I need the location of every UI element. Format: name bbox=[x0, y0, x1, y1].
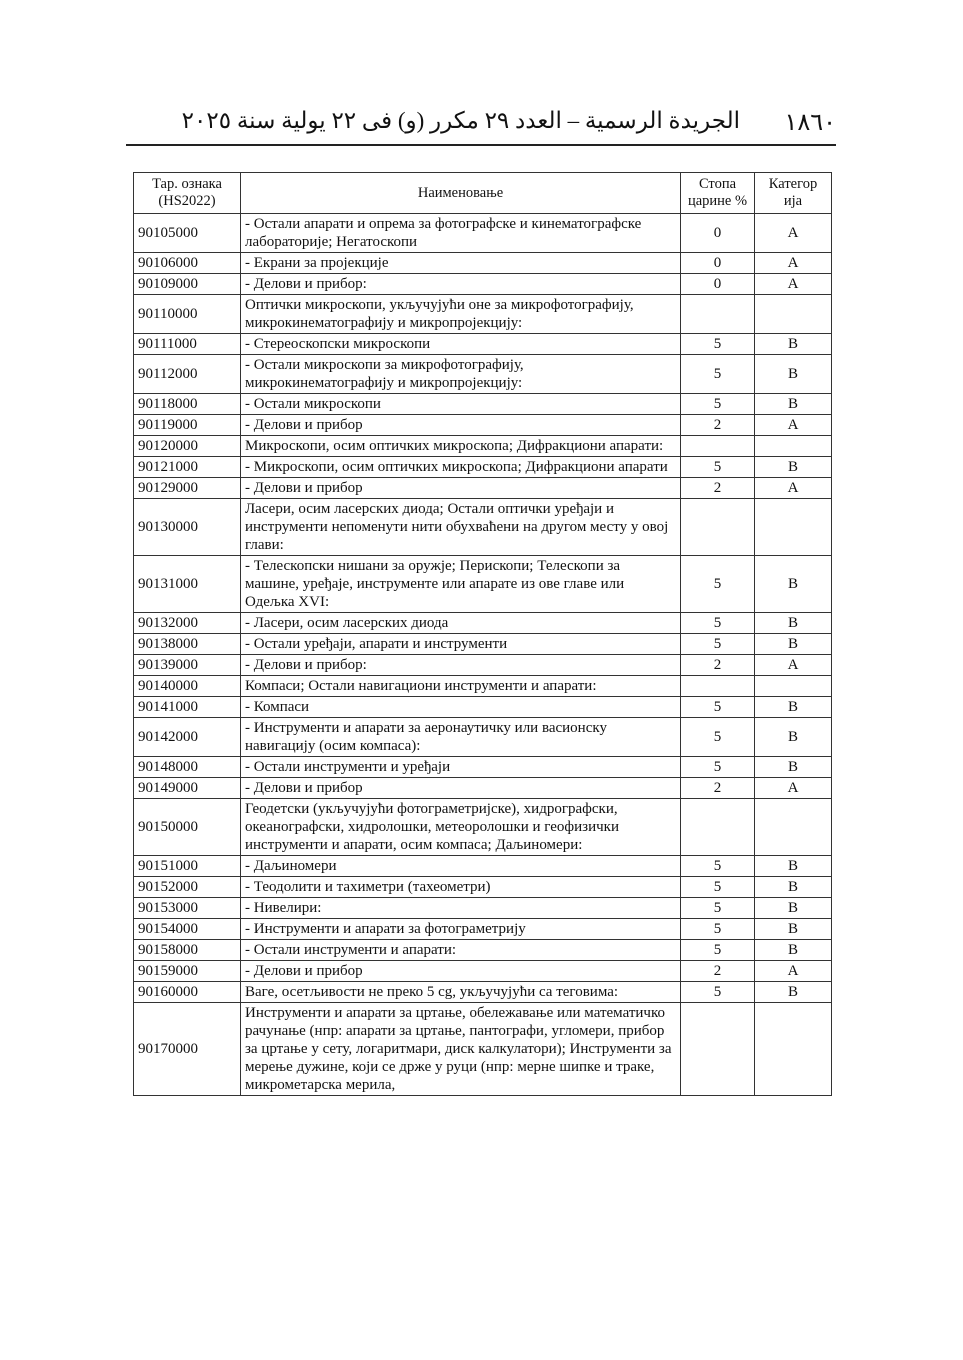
table-row bbox=[134, 898, 832, 919]
cell-category: A bbox=[755, 478, 832, 499]
cell-code: 90141000 bbox=[134, 697, 241, 718]
table-row bbox=[134, 697, 832, 718]
cell-name: - Делови и прибор bbox=[241, 961, 681, 982]
cell-code: 90153000 bbox=[134, 898, 241, 919]
cell-rate: 5 bbox=[681, 697, 755, 718]
cell-code: 90150000 bbox=[134, 799, 241, 856]
cell-category: B bbox=[755, 394, 832, 415]
cell-code: 90140000 bbox=[134, 676, 241, 697]
cell-category: B bbox=[755, 556, 832, 613]
cell-code: 90149000 bbox=[134, 778, 241, 799]
table-row bbox=[134, 334, 832, 355]
cell-name: - Остали микроскопи bbox=[241, 394, 681, 415]
page-number: ١٨٦٠ bbox=[784, 110, 836, 136]
table-row bbox=[134, 613, 832, 634]
cell-name: Инструменти и апарати за цртање, обележавање или математичко рачунање (нпр: апарати за цртање, пантографи, угломери, прибор за цртање у сету, логаритмари, диск калкулатори); Инструменти за мерење дужине, који се држе у руци (нпр: мерне шипке и траке, микрометарска мерила, bbox=[241, 1003, 681, 1096]
cell-category bbox=[755, 1003, 832, 1096]
cell-rate: 5 bbox=[681, 355, 755, 394]
cell-name: - Делови и прибор: bbox=[241, 274, 681, 295]
table-row bbox=[134, 757, 832, 778]
cell-rate bbox=[681, 436, 755, 457]
cell-name: - Остали инструменти и уређаји bbox=[241, 757, 681, 778]
cell-code: 90130000 bbox=[134, 499, 241, 556]
cell-rate: 5 bbox=[681, 634, 755, 655]
cell-rate: 0 bbox=[681, 274, 755, 295]
cell-category: B bbox=[755, 697, 832, 718]
cell-name: - Остали уређаји, апарати и инструменти bbox=[241, 634, 681, 655]
cell-rate bbox=[681, 1003, 755, 1096]
cell-name: Оптички микроскопи, укључујући оне за микрофотографију, микрокинематографију и микропројекцију: bbox=[241, 295, 681, 334]
cell-category bbox=[755, 295, 832, 334]
cell-name: - Остали инструменти и апарати: bbox=[241, 940, 681, 961]
cell-rate: 5 bbox=[681, 856, 755, 877]
cell-code: 90138000 bbox=[134, 634, 241, 655]
cell-rate: 2 bbox=[681, 415, 755, 436]
gazette-title: الجريدة الرسمية – العدد ٢٩ مكرر (و) فى ٢٢ يولية سنة ٢٠٢٥ bbox=[181, 108, 740, 133]
cell-code: 90118000 bbox=[134, 394, 241, 415]
cell-code: 90105000 bbox=[134, 214, 241, 253]
column-header-code: Тар. ознака (HS2022) bbox=[134, 173, 241, 214]
column-header-rate: Стопа царине % bbox=[681, 173, 755, 214]
table-row bbox=[134, 982, 832, 1003]
column-header-name: Наименовање bbox=[241, 173, 681, 214]
cell-rate: 2 bbox=[681, 961, 755, 982]
cell-category: B bbox=[755, 898, 832, 919]
table-row bbox=[134, 1003, 832, 1096]
cell-rate: 2 bbox=[681, 478, 755, 499]
cell-category: A bbox=[755, 214, 832, 253]
cell-rate bbox=[681, 799, 755, 856]
cell-category: B bbox=[755, 940, 832, 961]
table-row bbox=[134, 778, 832, 799]
cell-rate: 5 bbox=[681, 556, 755, 613]
cell-code: 90142000 bbox=[134, 718, 241, 757]
cell-category: B bbox=[755, 757, 832, 778]
table-row bbox=[134, 478, 832, 499]
cell-category: B bbox=[755, 877, 832, 898]
cell-name: Компаси; Остали навигациони инструменти и апарати: bbox=[241, 676, 681, 697]
cell-rate: 0 bbox=[681, 253, 755, 274]
cell-code: 90121000 bbox=[134, 457, 241, 478]
cell-rate: 5 bbox=[681, 718, 755, 757]
cell-code: 90170000 bbox=[134, 1003, 241, 1096]
cell-rate: 5 bbox=[681, 457, 755, 478]
cell-name: - Делови и прибор bbox=[241, 478, 681, 499]
cell-rate: 5 bbox=[681, 940, 755, 961]
cell-name: Микроскопи, осим оптичких микроскопа; Дифракциони апарати: bbox=[241, 436, 681, 457]
table-row bbox=[134, 634, 832, 655]
cell-name: - Микроскопи, осим оптичких микроскопа; Дифракциони апарати bbox=[241, 457, 681, 478]
cell-name: - Остали апарати и опрема за фотографске и кинематографске лабораторије; Негатоскопи bbox=[241, 214, 681, 253]
cell-category bbox=[755, 799, 832, 856]
table-row bbox=[134, 676, 832, 697]
cell-category: B bbox=[755, 856, 832, 877]
cell-category: A bbox=[755, 961, 832, 982]
cell-name: Геодетски (укључујући фотограметријске), хидрографски, океанографски, хидролошки, метеоролошки и геофизички инструменти и апарати, осим компаса; Даљиномери: bbox=[241, 799, 681, 856]
cell-name: - Инструменти и апарати за фотограметрију bbox=[241, 919, 681, 940]
table-row bbox=[134, 556, 832, 613]
cell-code: 90132000 bbox=[134, 613, 241, 634]
table-row bbox=[134, 877, 832, 898]
cell-code: 90148000 bbox=[134, 757, 241, 778]
cell-rate: 5 bbox=[681, 877, 755, 898]
table-row bbox=[134, 718, 832, 757]
cell-category: B bbox=[755, 919, 832, 940]
cell-name: - Делови и прибор bbox=[241, 778, 681, 799]
table-row bbox=[134, 436, 832, 457]
cell-code: 90129000 bbox=[134, 478, 241, 499]
cell-category bbox=[755, 676, 832, 697]
cell-category: B bbox=[755, 613, 832, 634]
page-header bbox=[126, 104, 836, 146]
table-row bbox=[134, 274, 832, 295]
cell-category: A bbox=[755, 415, 832, 436]
table-row bbox=[134, 919, 832, 940]
cell-code: 90151000 bbox=[134, 856, 241, 877]
table-row bbox=[134, 799, 832, 856]
table-row bbox=[134, 415, 832, 436]
table-row bbox=[134, 355, 832, 394]
table-row bbox=[134, 940, 832, 961]
cell-name: - Делови и прибор bbox=[241, 415, 681, 436]
cell-category: B bbox=[755, 457, 832, 478]
cell-rate: 5 bbox=[681, 334, 755, 355]
cell-code: 90160000 bbox=[134, 982, 241, 1003]
cell-rate: 5 bbox=[681, 394, 755, 415]
cell-rate bbox=[681, 499, 755, 556]
cell-name: - Остали микроскопи за микрофотографију, микрокинематографију и микропројекцију: bbox=[241, 355, 681, 394]
table-row bbox=[134, 253, 832, 274]
cell-rate: 2 bbox=[681, 655, 755, 676]
cell-rate: 5 bbox=[681, 613, 755, 634]
cell-name: - Телескопски нишани за оружје; Перископи; Телескопи за машине, уређаје, инструменте или апарате из ове главе или Одељка XVI: bbox=[241, 556, 681, 613]
table-row bbox=[134, 295, 832, 334]
cell-code: 90131000 bbox=[134, 556, 241, 613]
table-row bbox=[134, 499, 832, 556]
cell-name: - Инструменти и апарати за аеронаутичку или васионску навигацију (осим компаса): bbox=[241, 718, 681, 757]
cell-code: 90152000 bbox=[134, 877, 241, 898]
cell-name: - Стереоскопски микроскопи bbox=[241, 334, 681, 355]
cell-name: - Даљиномери bbox=[241, 856, 681, 877]
table-row bbox=[134, 856, 832, 877]
cell-code: 90158000 bbox=[134, 940, 241, 961]
tariff-table-body bbox=[134, 214, 832, 1096]
cell-name: - Екрани за пројекције bbox=[241, 253, 681, 274]
tariff-table bbox=[133, 172, 832, 1096]
table-header-row bbox=[134, 173, 832, 214]
cell-name: - Компаси bbox=[241, 697, 681, 718]
cell-name: - Делови и прибор: bbox=[241, 655, 681, 676]
table-row bbox=[134, 214, 832, 253]
cell-code: 90112000 bbox=[134, 355, 241, 394]
table-row bbox=[134, 655, 832, 676]
cell-name: Ваге, осетљивости не преко 5 cg, укључујући са теговима: bbox=[241, 982, 681, 1003]
table-row bbox=[134, 961, 832, 982]
cell-code: 90120000 bbox=[134, 436, 241, 457]
cell-code: 90109000 bbox=[134, 274, 241, 295]
cell-name: - Нивелири: bbox=[241, 898, 681, 919]
cell-category bbox=[755, 499, 832, 556]
cell-rate: 5 bbox=[681, 982, 755, 1003]
cell-category: B bbox=[755, 718, 832, 757]
cell-name: Ласери, осим ласерских диода; Остали оптички уређаји и инструменти непоменути нити обухваћени на другом месту у овој глави: bbox=[241, 499, 681, 556]
cell-rate: 5 bbox=[681, 898, 755, 919]
cell-rate: 5 bbox=[681, 757, 755, 778]
cell-code: 90154000 bbox=[134, 919, 241, 940]
cell-code: 90106000 bbox=[134, 253, 241, 274]
cell-category: A bbox=[755, 274, 832, 295]
cell-name: - Теодолити и тахиметри (тахеометри) bbox=[241, 877, 681, 898]
cell-rate: 2 bbox=[681, 778, 755, 799]
cell-category: A bbox=[755, 655, 832, 676]
cell-rate: 5 bbox=[681, 919, 755, 940]
table-row bbox=[134, 394, 832, 415]
cell-category: B bbox=[755, 634, 832, 655]
cell-category: B bbox=[755, 334, 832, 355]
cell-code: 90119000 bbox=[134, 415, 241, 436]
cell-code: 90159000 bbox=[134, 961, 241, 982]
cell-category: B bbox=[755, 982, 832, 1003]
table-row bbox=[134, 457, 832, 478]
cell-rate bbox=[681, 676, 755, 697]
cell-name: - Ласери, осим ласерских диода bbox=[241, 613, 681, 634]
cell-category: A bbox=[755, 253, 832, 274]
cell-code: 90111000 bbox=[134, 334, 241, 355]
cell-rate bbox=[681, 295, 755, 334]
cell-code: 90110000 bbox=[134, 295, 241, 334]
cell-category: B bbox=[755, 355, 832, 394]
cell-category bbox=[755, 436, 832, 457]
cell-rate: 0 bbox=[681, 214, 755, 253]
column-header-category: Категор ија bbox=[755, 173, 832, 214]
cell-code: 90139000 bbox=[134, 655, 241, 676]
cell-category: A bbox=[755, 778, 832, 799]
